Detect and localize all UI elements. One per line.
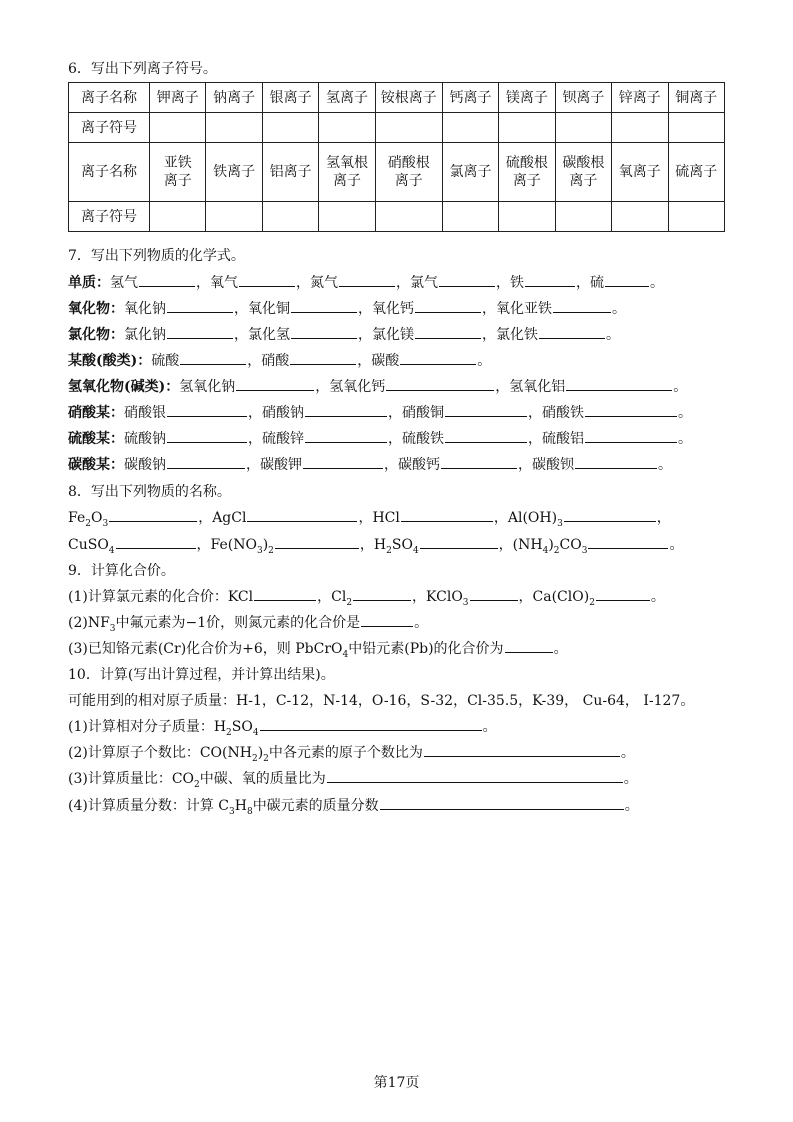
ion-symbol-blank[interactable] [612,202,668,232]
ion-symbol-blank[interactable] [375,202,442,232]
q9-sub-3: (3)已知铬元素(Cr)化合价为+6，则 PbCrO$_4$中铅元素(Pb)的化合价为 。 [68,638,753,660]
ion-name-cell: 氯离子 [442,143,498,202]
formula: CuSO$_4$ [68,537,115,556]
q7-line-elements: 单质：氢气 ，氧气 ，氮气 ，氯气 ，铁 ，硫 。 [68,272,753,294]
formula: $(NH_4)_2CO_3$ [512,537,588,556]
answer-blank[interactable] [420,534,498,549]
ion-symbol-blank[interactable] [319,202,375,232]
category-label: 某酸(酸类)： [68,353,152,369]
ion-table-row-symbols-1 [69,113,725,143]
ion-name-cell: 铜离子 [668,83,725,113]
ion-name-cell: 银离子 [262,83,318,113]
substance-name: 碳酸 [371,353,400,369]
answer-blank[interactable] [575,454,657,469]
ion-name-cell: 铝离子 [262,143,318,202]
ion-table-row-names-1 [69,83,725,113]
q7-line-sulfates: 硫酸某：硫酸钠 ，硫酸锌 ，硫酸铁 ，硫酸铝 。 [68,428,753,450]
substance-name: 氯化铁 [496,327,538,343]
substance-name: 氢氧化钙 [329,379,386,395]
ion-table-row-names-2 [69,143,725,202]
formula: KClO$_3$ [426,589,469,608]
answer-blank[interactable] [247,507,357,522]
q7-line-carbonates: 碳酸某：碳酸钠 ，碳酸钾 ，碳酸钙 ，碳酸钡 。 [68,454,753,476]
answer-blank[interactable] [180,350,246,365]
q9-title: 9．计算化合价。 [68,563,175,579]
answer-blank[interactable] [380,795,624,810]
substance-name: 氯化镁 [372,327,414,343]
ion-name-cell: 亚铁 离子 [150,143,206,202]
row-label-ion-symbol: 离子符号 [69,202,150,232]
category-label: 硫酸某： [68,431,124,447]
substance-name: 氧化钠 [124,301,166,317]
answer-blank[interactable] [415,324,481,339]
q7-line-bases: 氢氧化物(碱类)：氢氧化钠 ，氢氧化钙 ，氢氧化铝 。 [68,376,753,398]
ion-symbol-blank[interactable] [262,113,318,143]
formula: $Cl_2$ [331,589,353,608]
q10-sub-3: (3)计算质量比：$CO_2$中碳、氧的质量比为 。 [68,768,753,790]
answer-blank[interactable] [401,507,493,522]
substance-name: 碳酸钡 [532,457,574,473]
answer-blank[interactable] [260,716,482,731]
q8-title: 8．写出下列物质的名称。 [68,484,231,500]
substance-name: 铁 [510,275,524,291]
substance-name: 氧气 [210,275,238,291]
ion-symbol-blank[interactable] [319,113,375,143]
ion-name-cell: 碳酸根 离子 [555,143,611,202]
category-label: 氢氧化物(碱类)： [68,379,180,395]
q8-line-2: CuSO$_4$ ，$Fe(NO_3)_2$ ，$H_2SO_4$ ，$(NH_4)_2CO_3$ 。 [68,534,753,556]
answer-blank[interactable] [339,272,395,287]
answer-blank[interactable] [239,272,295,287]
ion-name-cell: 氢离子 [319,83,375,113]
ion-symbol-blank[interactable] [499,113,555,143]
substance-name: 氧化铜 [248,301,290,317]
ion-name-cell: 镁离子 [499,83,555,113]
ion-symbol-blank[interactable] [442,113,498,143]
substance-name: 碳酸钠 [124,457,166,473]
question-text: (3)已知铬元素(Cr)化合价为+6，则 PbCrO$_4$中铅元素(Pb)的化合价为 [68,641,504,660]
answer-blank[interactable] [445,428,527,443]
substance-name: 硫酸锌 [262,431,304,447]
category-label: 氯化物： [68,327,124,343]
ion-symbol-blank[interactable] [499,202,555,232]
substance-name: 硝酸铁 [542,405,584,421]
answer-blank[interactable] [167,324,233,339]
answer-blank[interactable] [236,376,314,391]
answer-blank[interactable] [353,586,411,601]
answer-blank[interactable] [167,402,247,417]
answer-blank[interactable] [291,324,357,339]
substance-name: 碳酸钙 [398,457,440,473]
category-label: 氧化物： [68,301,124,317]
formula: $H_2SO_4$ [373,537,419,556]
ion-name-cell: 锌离子 [612,83,668,113]
answer-blank[interactable] [588,534,668,549]
answer-blank[interactable] [167,428,247,443]
row-label-ion-name: 离子名称 [69,83,150,113]
substance-name: 氢气 [110,275,138,291]
row-label-ion-symbol: 离子符号 [69,113,150,143]
substance-name: 硝酸 [261,353,290,369]
q7-line-nitrates: 硝酸某：硝酸银 ，硝酸钠 ，硝酸铜 ，硝酸铁 。 [68,402,753,424]
category-label: 硝酸某： [68,405,124,421]
ion-name-cell: 钙离子 [442,83,498,113]
answer-blank[interactable] [596,586,650,601]
ion-name-cell: 钠离子 [206,83,262,113]
ion-symbol-blank[interactable] [150,202,206,232]
answer-blank[interactable] [116,534,196,549]
ion-name-cell: 硫酸根 离子 [499,143,555,202]
ion-symbol-blank[interactable] [668,113,725,143]
substance-name: 氯化钠 [124,327,166,343]
question-text: (3)计算质量比：$CO_2$中碳、氧的质量比为 [68,771,326,790]
ion-symbol-blank[interactable] [555,113,611,143]
answer-blank[interactable] [424,742,620,757]
ion-symbol-blank[interactable] [206,113,262,143]
answer-blank[interactable] [290,350,356,365]
answer-blank[interactable] [566,376,672,391]
q7-title: 7．写出下列物质的化学式。 [68,248,245,264]
question-text: $(2)NF_3$中氟元素为−1价，则氮元素的化合价是 [68,615,361,634]
q10-sub-4: (4)计算质量分数：计算 $C_3H_8$中碳元素的质量分数 。 [68,795,753,817]
q7-line-oxides: 氧化物：氧化钠 ，氧化铜 ，氧化钙 ，氧化亚铁 。 [68,298,753,320]
q7-line-acids: 某酸(酸类)：硫酸 ，硝酸 ，碳酸 。 [68,350,753,372]
formula: $Fe(NO_3)_2$ [210,537,274,556]
substance-name: 硫 [590,275,604,291]
substance-name: 氮气 [310,275,338,291]
q10-atomic-masses: 可能用到的相对原子质量：H-1，C-12，N-14，O-16，S-32，Cl-35.5，K-39， Cu-64， I-127。 [68,693,695,709]
answer-blank[interactable] [585,402,677,417]
answer-blank[interactable] [327,768,623,783]
ion-name-cell: 硫离子 [668,143,725,202]
answer-blank[interactable] [167,454,245,469]
category-label: 碳酸某： [68,457,124,473]
question-text: (4)计算质量分数：计算 $C_3H_8$中碳元素的质量分数 [68,798,379,817]
ion-symbol-blank[interactable] [668,202,725,232]
ion-name-cell: 钾离子 [150,83,206,113]
answer-blank[interactable] [585,428,677,443]
answer-blank[interactable] [139,272,195,287]
ion-name-cell: 氢氧根 离子 [319,143,375,202]
formula: $Fe_2O_3$ [68,510,109,529]
answer-blank[interactable] [564,507,656,522]
page-number: 第17页 [373,1075,420,1091]
answer-blank[interactable] [605,272,649,287]
ion-symbol-blank[interactable] [612,113,668,143]
ion-table-row-symbols-2 [69,202,725,232]
ion-symbol-blank[interactable] [555,202,611,232]
question-text: (2)计算原子个数比：$CO(NH_2)_2$中各元素的原子个数比为 [68,745,423,764]
answer-blank[interactable] [439,272,495,287]
ion-name-cell: 钡离子 [555,83,611,113]
category-label: 单质： [68,275,110,291]
answer-blank[interactable] [441,454,517,469]
substance-name: 硫酸 [151,353,180,369]
answer-blank[interactable] [505,638,553,653]
q6-title: 6．写出下列离子符号。 [68,61,217,77]
ion-name-cell: 铵根离子 [375,83,442,113]
answer-blank[interactable] [553,298,611,313]
answer-blank[interactable] [361,612,413,627]
answer-blank[interactable] [291,298,357,313]
substance-name: 硝酸银 [124,405,166,421]
ion-symbol-blank[interactable] [442,202,498,232]
formula: $Al(OH)_3$ [507,510,563,529]
formula: $Ca(ClO)_2$ [532,589,595,608]
ion-symbol-blank[interactable] [206,202,262,232]
answer-blank[interactable] [305,402,387,417]
substance-name: 氢氧化钠 [179,379,236,395]
answer-blank[interactable] [386,376,494,391]
substance-name: 氧化钙 [372,301,414,317]
substance-name: 硫酸铁 [402,431,444,447]
substance-name: 氯化氢 [248,327,290,343]
answer-blank[interactable] [445,402,527,417]
formula: AgCl [212,510,247,526]
answer-blank[interactable] [109,507,197,522]
q7-line-chlorides: 氯化物：氯化钠 ，氯化氢 ，氯化镁 ，氯化铁 。 [68,324,753,346]
question-text: (1)计算氯元素的化合价：KCl [68,589,254,605]
answer-blank[interactable] [275,534,359,549]
substance-name: 氢氧化铝 [509,379,566,395]
q10-title: 10．计算(写出计算过程，并计算出结果)。 [68,667,335,683]
answer-blank[interactable] [525,272,575,287]
q9-sub-2: $(2)NF_3$中氟元素为−1价，则氮元素的化合价是 。 [68,612,753,634]
row-label-ion-name: 离子名称 [69,143,150,202]
substance-name: 硫酸铝 [542,431,584,447]
ion-table [68,82,725,232]
answer-blank[interactable] [400,350,476,365]
formula: HCl [372,510,400,526]
substance-name: 硝酸钠 [262,405,304,421]
ion-name-cell: 硝酸根 离子 [375,143,442,202]
substance-name: 硫酸钠 [124,431,166,447]
answer-blank[interactable] [303,454,383,469]
substance-name: 氯气 [410,275,438,291]
answer-blank[interactable] [254,586,316,601]
q9-sub-1: (1)计算氯元素的化合价：KCl ，$Cl_2$ ，KClO$_3$ ，$Ca(ClO)_2$ 。 [68,586,753,608]
question-text: (1)计算相对分子质量：$H_2SO_4$ [68,719,259,738]
answer-blank[interactable] [470,586,518,601]
q10-sub-1: (1)计算相对分子质量：$H_2SO_4$ 。 [68,716,753,738]
q10-sub-2: (2)计算原子个数比：$CO(NH_2)_2$中各元素的原子个数比为 。 [68,742,753,764]
substance-name: 硝酸铜 [402,405,444,421]
ion-symbol-blank[interactable] [150,113,206,143]
q8-line-1: $Fe_2O_3$ ，AgCl ，HCl ，$Al(OH)_3$ ， [68,507,753,529]
ion-symbol-blank[interactable] [375,113,442,143]
ion-name-cell: 氧离子 [612,143,668,202]
answer-blank[interactable] [167,298,233,313]
answer-blank[interactable] [539,324,605,339]
answer-blank[interactable] [305,428,387,443]
ion-name-cell: 铁离子 [206,143,262,202]
substance-name: 碳酸钾 [260,457,302,473]
substance-name: 氧化亚铁 [496,301,552,317]
ion-symbol-blank[interactable] [262,202,318,232]
answer-blank[interactable] [415,298,481,313]
